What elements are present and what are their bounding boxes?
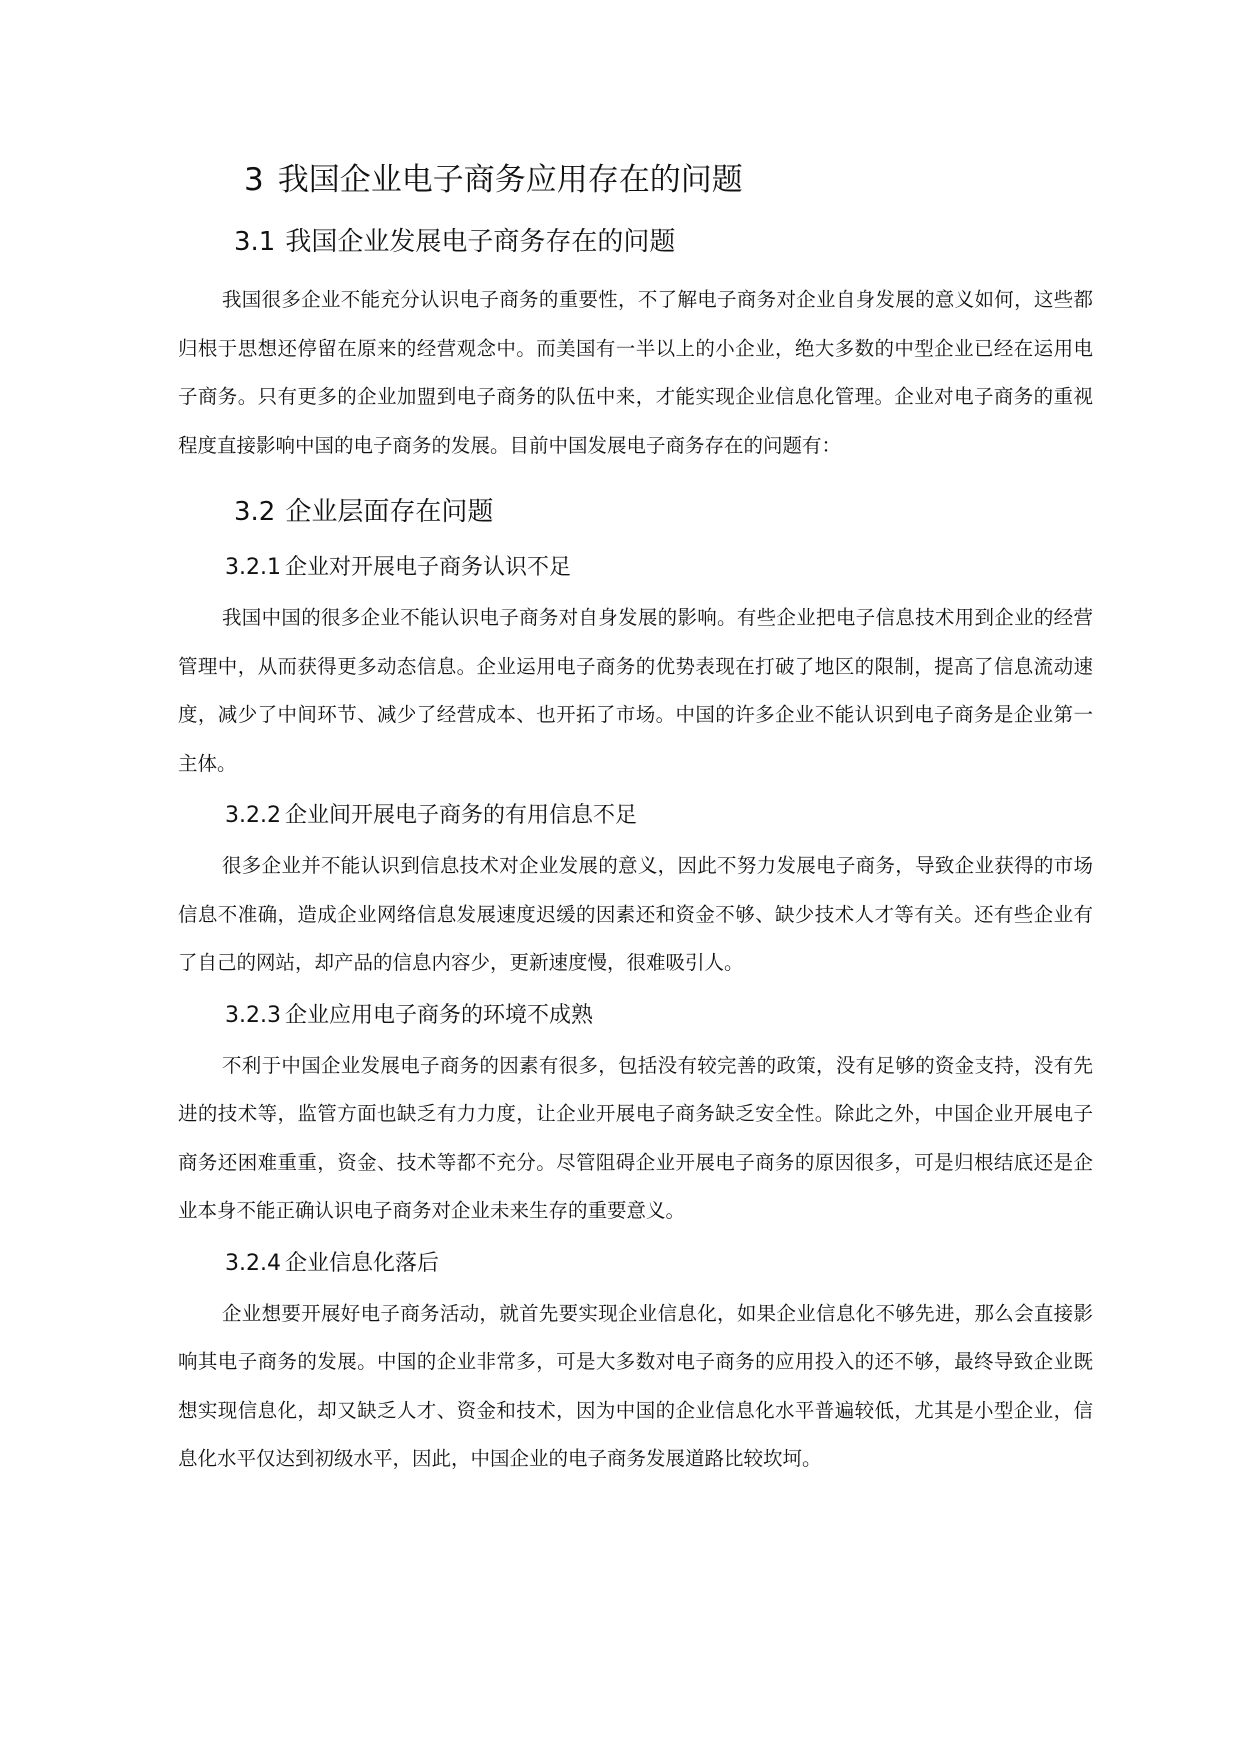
subsection-title: 企业信息化落后 <box>284 1250 439 1276</box>
section-number: 3.2 <box>234 497 276 527</box>
section-title: 企业层面存在问题 <box>285 497 494 527</box>
section-number: 3.1 <box>234 227 276 257</box>
subsection-heading-3-2-3 <box>225 994 1093 1038</box>
page-content <box>178 150 1093 1490</box>
subsection-title: 企业应用电子商务的环境不成熟 <box>284 1002 593 1028</box>
chapter-number: 3 <box>244 162 264 198</box>
chapter-heading <box>244 150 1093 210</box>
subsection-title: 企业间开展电子商务的有用信息不足 <box>284 803 637 828</box>
subsection-number: 3.2.1 <box>225 555 281 580</box>
subsection-3-2-4-paragraph: 企业想要开展好电子商务活动，就首先要实现企业信息化，如果企业信息化不够先进，那么会直接影响其电子商务的发展。中国的企业非常多，可是大多数对电子商务的应用投入的还不够，最终导致企业既想实现信息化，却又缺乏人才、资金和技术，因为中国的企业信息化水平普遍较低，尤其是小型企业，信息化水平仅达到初级水平，因此，中国企业的电子商务发展道路比较坎坷。 <box>178 1301 1093 1470</box>
section-title: 我国企业发展电子商务存在的问题 <box>285 227 676 257</box>
subsection-3-2-3-paragraph: 不利于中国企业发展电子商务的因素有很多，包括没有较完善的政策，没有足够的资金支持，没有先进的技术等，监管方面也缺乏有力力度，让企业开展电子商务缺乏安全性。除此之外，中国企业开展电子商务还困难重重，资金、技术等都不充分。尽管阻碍企业开展电子商务的原因很多，可是归根结底还是企业本身不能正确认识电子商务对企业未来生存的重要意义。 <box>178 1053 1093 1222</box>
subsection-title: 企业对开展电子商务认识不足 <box>284 555 571 580</box>
subsection-number: 3.2.4 <box>225 1250 281 1276</box>
subsection-3-2-2-paragraph: 很多企业并不能认识到信息技术对企业发展的意义，因此不努力发展电子商务，导致企业获得的市场信息不准确，造成企业网络信息发展速度迟缓的因素还和资金不够、缺少技术人才等有关。还有些企业有了自己的网站，却产品的信息内容少，更新速度慢，很难吸引人。 <box>178 854 1093 974</box>
section-3-1-paragraph: 我国很多企业不能充分认识电子商务的重要性，不了解电子商务对企业自身发展的意义如何，这些都归根于思想还停留在原来的经营观念中。而美国有一半以上的小企业，绝大多数的中型企业已经在运用电子商务。只有更多的企业加盟到电子商务的队伍中来，才能实现企业信息化管理。企业对电子商务的重视程度直接影响中国的电子商务的发展。目前中国发展电子商务存在的问题有： <box>178 288 1093 457</box>
subsection-heading-3-2-1 <box>225 546 1093 590</box>
chapter-title: 我国企业电子商务应用存在的问题 <box>277 162 743 198</box>
subsection-number: 3.2.2 <box>225 803 281 828</box>
subsection-3-2-1-paragraph: 我国中国的很多企业不能认识电子商务对自身发展的影响。有些企业把电子信息技术用到企业的经营管理中，从而获得更多动态信息。企业运用电子商务的优势表现在打破了地区的限制，提高了信息流动速度，减少了中间环节、减少了经营成本、也开拓了市场。中国的许多企业不能认识到电子商务是企业第一主体。 <box>178 606 1093 775</box>
section-heading-3-1 <box>234 218 1093 266</box>
subsection-number: 3.2.3 <box>225 1002 281 1028</box>
section-heading-3-2 <box>234 488 1093 536</box>
subsection-heading-3-2-2 <box>225 794 1093 838</box>
subsection-heading-3-2-4 <box>225 1242 1093 1286</box>
